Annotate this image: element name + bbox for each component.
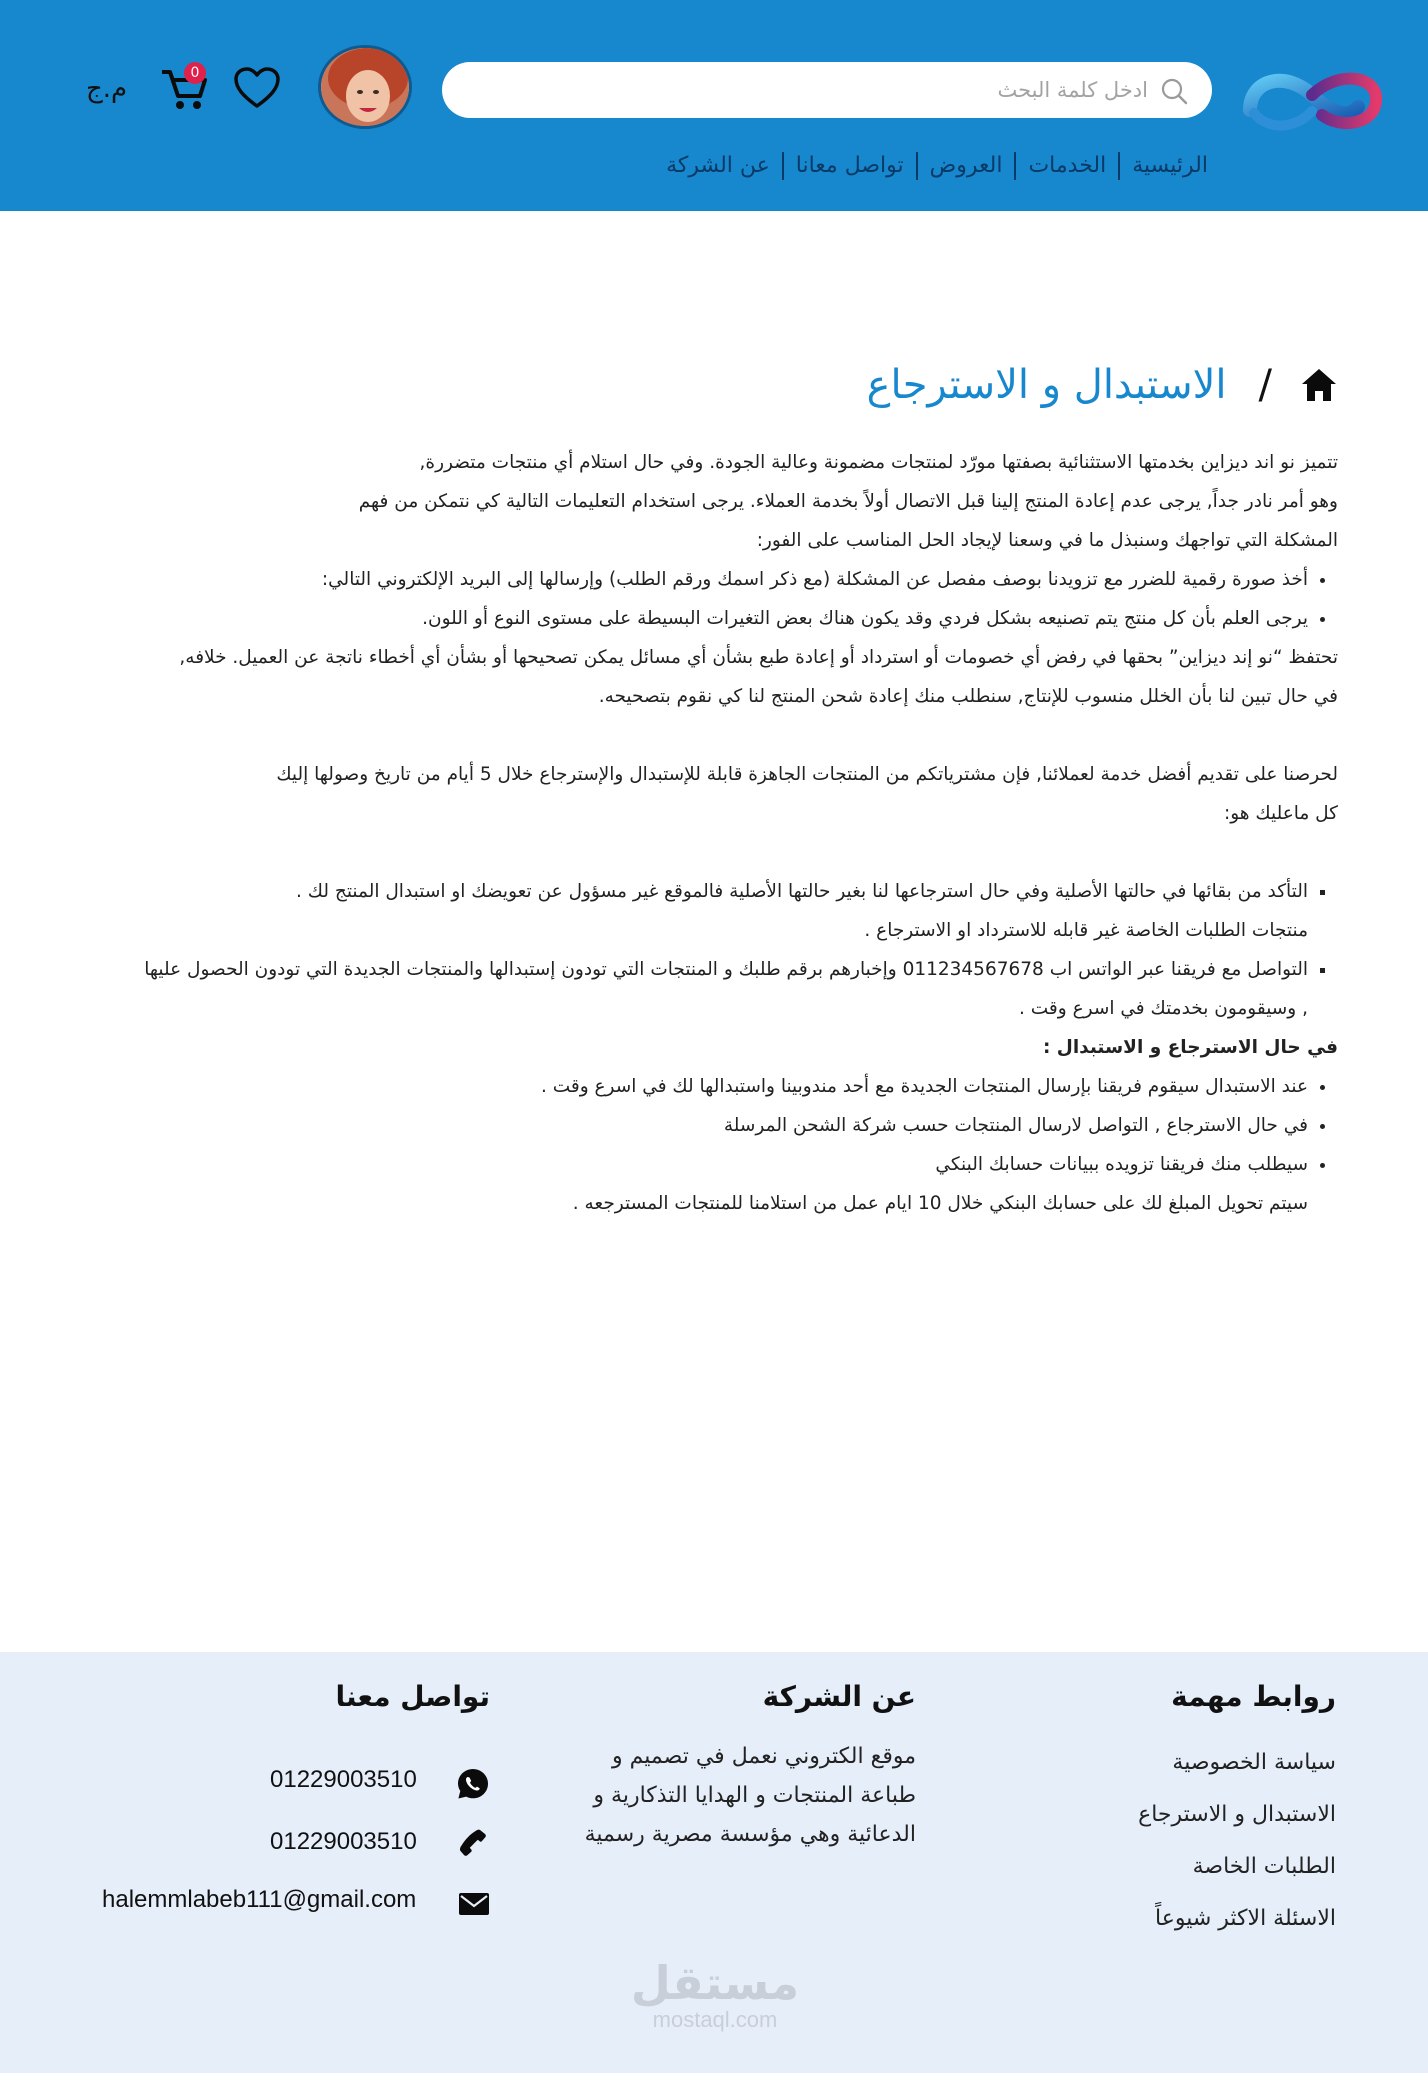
- footer-about-column: [576, 1680, 916, 1854]
- list-item: [70, 1145, 1308, 1223]
- policy-content: [70, 443, 1338, 1223]
- list-item: • عند الاستبدال سيقوم فريقنا بإرسال المنتجات الجديدة مع أحد مندوبينا واستبدالها لك في اسرع وقت .: [70, 1067, 1308, 1106]
- nav-offers[interactable]: العروض: [916, 152, 1015, 180]
- reserve-line: في حال تبين لنا بأن الخلل منسوب للإنتاج, سنطلب منك إعادة شحن المنتج لنا كي نقوم بتصحيحه.: [598, 686, 1338, 707]
- watermark-arabic: مستقل: [630, 1956, 800, 2010]
- list-item-text: التواصل مع فريقنا عبر الواتس اب 011234567678 وإخبارهم برقم طلبك و المنتجات التي تودون إستبدالها والمنتجات الجديدة التي تودون الحصول عليها: [144, 959, 1308, 980]
- footer-link-returns[interactable]: الاستبدال و الاسترجاع: [1138, 1802, 1336, 1827]
- nav-contact[interactable]: تواصل معانا: [782, 152, 916, 180]
- email-address-text: halemmlabeb111@gmail.com: [102, 1886, 417, 1913]
- search-bar: [442, 62, 1212, 118]
- whatsapp-number[interactable]: [270, 1766, 417, 1794]
- case-heading: في حال الاسترجاع و الاستبدال :: [1042, 1037, 1338, 1058]
- list-item-text: التأكد من بقائها في حالتها الأصلية وفي حال استرجاعها لنا بغير حالتها الأصلية فالموقع غير مسؤول عن تعويضك او استبدال المنتج لك .: [296, 881, 1308, 902]
- main-nav: [654, 152, 1220, 180]
- footer-contact-heading: تواصل معنا: [335, 1680, 490, 1713]
- reserve-line: تحتفظ “نو إند ديزاين” بحقها في رفض أي خصومات أو استرداد أو إعادة طبع بشأن أي مسائل يمكن تصحيحها أو بشأن أي أخطاء ناتجة عن العميل. خلافه,: [179, 647, 1338, 668]
- footer-link-privacy[interactable]: سياسة الخصوصية: [1172, 1750, 1336, 1775]
- avatar[interactable]: [318, 45, 412, 129]
- policy-line: لحرصنا على تقديم أفضل خدمة لعملائنا, فإن مشترياتكم من المنتجات الجاهزة قابلة للإستبدال والإسترجاع خلال 5 أيام من تاريخ وصولها إليك: [276, 764, 1338, 785]
- avatar-photo: [321, 48, 412, 129]
- list-item: • أخذ صورة رقمية للضرر مع تزويدنا بوصف مفصل عن المشكلة (مع ذكر اسمك ورقم الطلب) وإرسالها إلى البريد الإلكتروني التالي:: [70, 560, 1308, 599]
- footer-about-text: موقع الكتروني نعمل في تصميم و طباعة المنتجات و الهدايا التذكارية و الدعائية وهي مؤسسة مصرية رسمية: [584, 1744, 916, 1847]
- home-icon[interactable]: [1300, 367, 1338, 403]
- currency-selector[interactable]: م.ج: [86, 74, 128, 104]
- phone-number-text: 01229003510: [270, 1828, 417, 1855]
- footer-links-column: [996, 1680, 1336, 1945]
- footer-about-heading: عن الشركة: [762, 1680, 916, 1713]
- brand-logo[interactable]: [1240, 55, 1386, 137]
- search-input[interactable]: [508, 62, 1148, 118]
- instructions-list: [70, 560, 1338, 638]
- whatsapp-number-text: 01229003510: [270, 1766, 417, 1793]
- footer-contact-column: [150, 1680, 490, 1737]
- case-list: [70, 1067, 1338, 1223]
- site-header: [0, 0, 1428, 211]
- list-item: [70, 950, 1308, 1028]
- list-item-text: سيطلب منك فريقنا تزويده ببيانات حسابك البنكي: [935, 1154, 1308, 1175]
- breadcrumb-separator: /: [1258, 362, 1272, 408]
- intro-line: وهو أمر نادر جداً, يرجى عدم إعادة المنتج إلينا قبل الاتصال أولاً بخدمة العملاء. يرجى استخدام التعليمات التالية كي نتمكن من فهم: [358, 491, 1338, 512]
- nav-home[interactable]: الرئيسية: [1118, 152, 1220, 180]
- list-item: • يرجى العلم بأن كل منتج يتم تصنيعه بشكل فردي وقد يكون هناك بعض التغيرات البسيطة على مستوى النوع أو اللون.: [70, 599, 1308, 638]
- whatsapp-icon: [456, 1767, 490, 1801]
- phone-icon: [458, 1828, 488, 1858]
- list-item: [70, 872, 1308, 950]
- list-item-note: منتجات الطلبات الخاصة غير قابله للاسترداد او الاسترجاع .: [864, 920, 1308, 941]
- list-item-note: , وسيقومون بخدمتك في اسرع وقت .: [1018, 998, 1308, 1019]
- search-icon[interactable]: [1160, 77, 1188, 105]
- nav-services[interactable]: الخدمات: [1014, 152, 1118, 180]
- policy-line: كل ماعليك هو:: [1223, 803, 1338, 824]
- footer-links-heading: روابط مهمة: [1171, 1680, 1336, 1713]
- email-icon: [458, 1892, 490, 1916]
- intro-line: تتميز نو اند ديزاين بخدمتها الاستثنائية بصفتها مورّد لمنتجات مضمونة وعالية الجودة. وفي حال استلام أي منتجات متضررة,: [419, 452, 1338, 473]
- footer-link-faq[interactable]: الاسئلة الاكثر شيوعاً: [1155, 1906, 1336, 1931]
- list-item-note: سيتم تحويل المبلغ لك على حسابك البنكي خلال 10 ايام عمل من استلامنا للمنتجات المسترجعه .: [572, 1193, 1308, 1214]
- breadcrumb: [867, 362, 1338, 408]
- list-item: • في حال الاسترجاع , التواصل لارسال المنتجات حسب شركة الشحن المرسلة: [70, 1106, 1308, 1145]
- intro-line: المشكلة التي تواجهك وسنبذل ما في وسعنا لإيجاد الحل المناسب على الفور:: [756, 530, 1338, 551]
- page-title: الاستبدال و الاسترجاع: [866, 362, 1227, 408]
- watermark-domain: mostaql.com: [652, 2007, 778, 2032]
- email-address[interactable]: [102, 1886, 416, 1914]
- phone-number[interactable]: [270, 1828, 417, 1856]
- cart-count-badge: 0: [184, 62, 206, 84]
- wishlist-heart-icon[interactable]: [233, 66, 281, 110]
- nav-about[interactable]: عن الشركة: [666, 153, 770, 178]
- footer-link-special-orders[interactable]: الطلبات الخاصة: [1192, 1854, 1336, 1879]
- conditions-list: [70, 872, 1338, 1028]
- watermark-logo: [620, 1958, 810, 2034]
